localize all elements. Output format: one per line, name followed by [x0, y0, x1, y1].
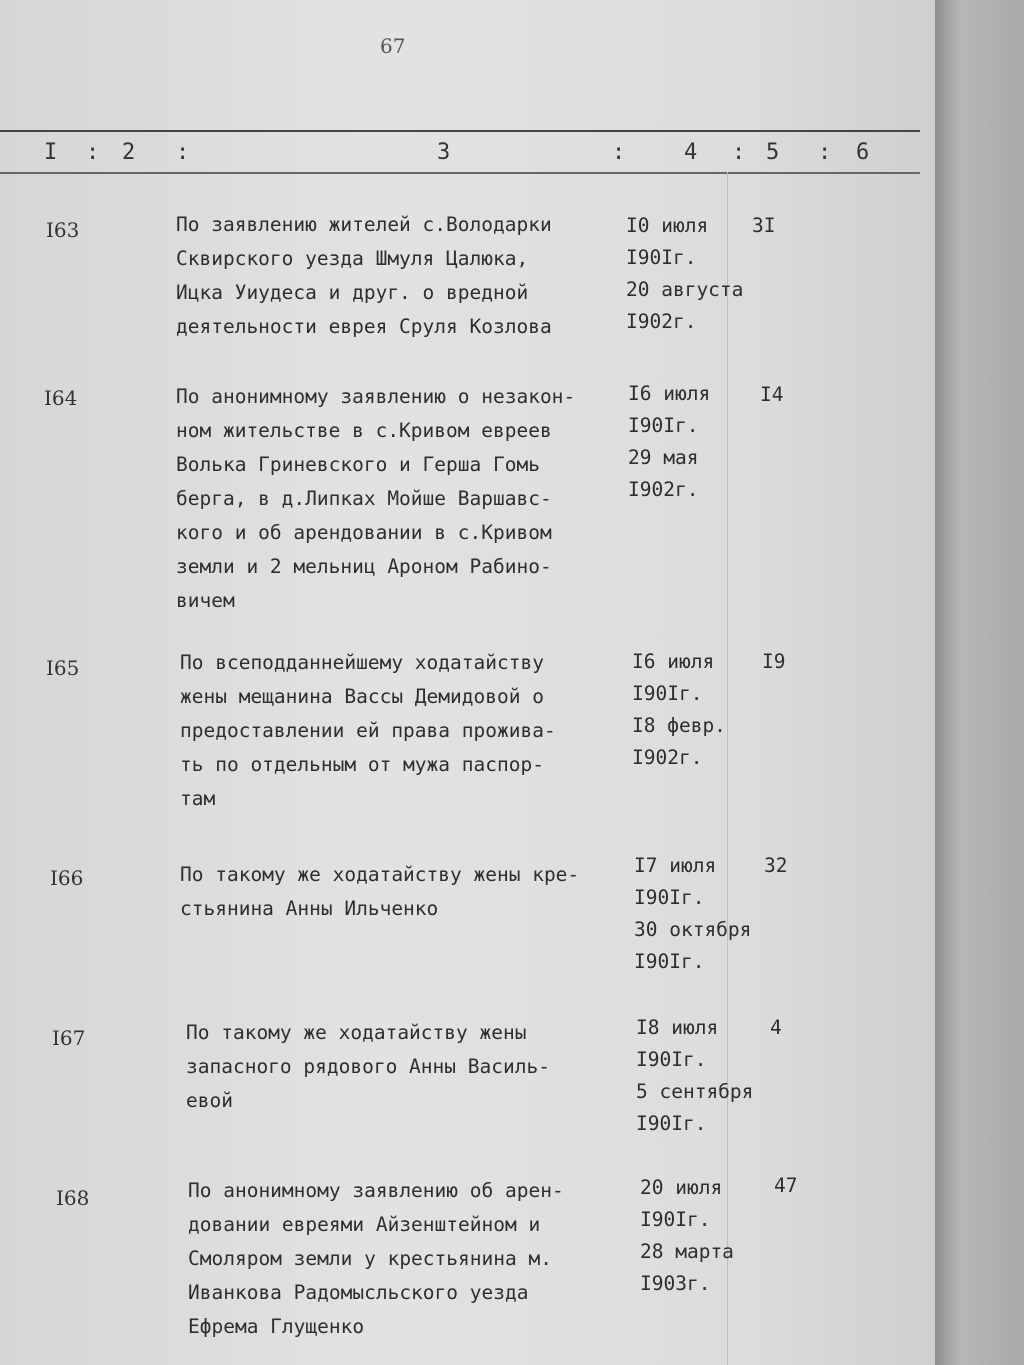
entry-dates: I8 июля I90Iг. 5 сентября I90Iг. [636, 1016, 754, 1135]
entry-number: I65 [46, 656, 80, 680]
entry-number: I67 [52, 1026, 86, 1050]
entry-description: По заявлению жителей с.Володарки Сквирского уезда Шмуля Цалюка, Ицка Уиудеса и друг. о вредной деятельности еврея Сруля Козлова [176, 213, 552, 338]
column-number-4: 4 [684, 140, 698, 165]
column-separator: : [86, 140, 100, 165]
column-separator: : [732, 140, 746, 165]
entry-sheet-count: 32 [764, 854, 788, 877]
column-number-1: I [44, 140, 58, 165]
column-separator: : [176, 140, 190, 165]
column-number-6: 6 [856, 140, 870, 165]
header-rule-top [0, 130, 920, 132]
entry-sheet-count: 4 [770, 1016, 782, 1039]
entry-sheet-count: I9 [762, 650, 786, 673]
entry-dates: I6 июля I90Iг. I8 февр. I902г. [632, 650, 726, 769]
entry-number: I64 [44, 386, 78, 410]
column-number-3: 3 [437, 140, 451, 165]
column-number-5: 5 [766, 140, 780, 165]
column-separator: : [818, 140, 832, 165]
entry-description: По такому же ходатайству жены запасного рядового Анны Василь- евой [186, 1021, 550, 1112]
entry-description: По всеподданнейшему ходатайству жены мещанина Вассы Демидовой о предоставлении ей права прожива- ть по отдельным от мужа паспор- там [180, 651, 556, 810]
entry-sheet-count: 3I [752, 214, 776, 237]
header-rule-bottom [0, 172, 920, 174]
entry-sheet-count: 47 [774, 1174, 798, 1197]
entry-description: По такому же ходатайству жены кре- стьянина Анны Ильченко [180, 863, 580, 920]
page-edge-shadow [935, 0, 1024, 1365]
entry-number: I66 [50, 866, 84, 890]
entry-number: I63 [46, 218, 80, 242]
entry-description: По анонимному заявлению о незакон- ном жительстве в с.Кривом евреев Волька Гриневского и Герша Гомь берга, в д.Липках Мойше Варшавс- кого и об арендовании в с.Кривом земли и 2 мельниц Ароном Рабино- вичем [176, 385, 576, 612]
column-separator: : [612, 140, 626, 165]
entry-number: I68 [56, 1186, 90, 1210]
entry-sheet-count: I4 [760, 383, 784, 406]
entry-dates: I7 июля I90Iг. 30 октября I90Iг. [634, 854, 752, 973]
page-number: 67 [380, 34, 406, 58]
entry-dates: I6 июля I90Iг. 29 мая I902г. [628, 382, 711, 501]
entry-dates: 20 июля I90Iг. 28 марта I903г. [640, 1176, 734, 1295]
entry-description: По анонимному заявлению об арен- довании евреями Айзенштейном и Смоляром земли у крестьянина м. Иванкова Радомысльского уезда Ефрема Глущенко [188, 1179, 564, 1338]
entry-dates: I0 июля I90Iг. 20 августа I902г. [626, 214, 744, 333]
column-number-2: 2 [122, 140, 136, 165]
